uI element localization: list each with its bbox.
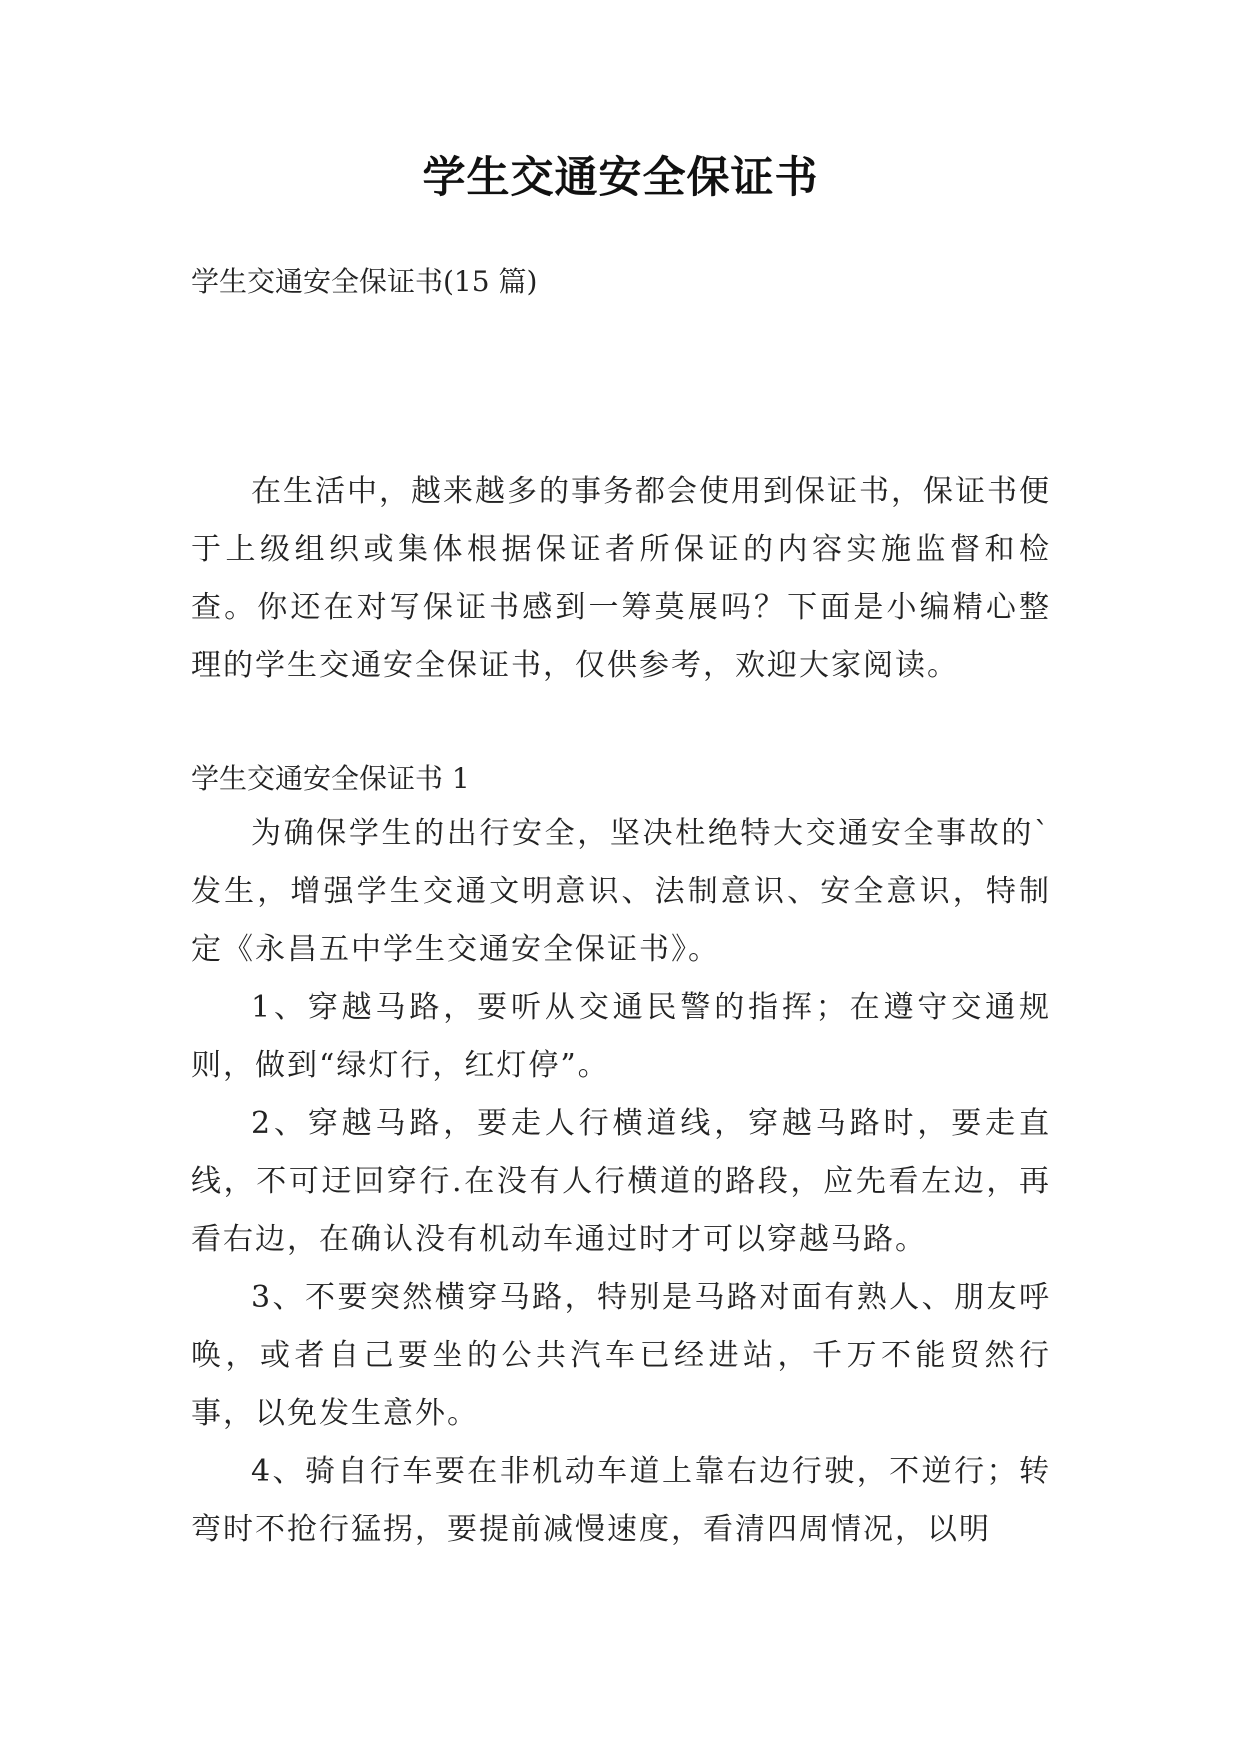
section-content bbox=[191, 805, 1051, 1559]
paragraph: 为确保学生的出行安全，坚决杜绝特大交通安全事故的`发生，增强学生交通文明意识、法制意识、安全意识，特制定《永昌五中学生交通安全保证书》。 bbox=[191, 816, 1051, 967]
paragraph: 2、穿越马路，要走人行横道线，穿越马路时，要走直线，不可迂回穿行.在没有人行横道的路段，应先看左边，再看右边，在确认没有机动车通过时才可以穿越马路。 bbox=[191, 1106, 1051, 1257]
intro-block bbox=[191, 463, 1051, 695]
document-title: 学生交通安全保证书 bbox=[422, 153, 819, 203]
paragraph: 4、骑自行车要在非机动车道上靠右边行驶，不逆行；转弯时不抢行猛拐，要提前减慢速度，看清四周情况，以明 bbox=[191, 1454, 1051, 1547]
paragraph: 3、不要突然横穿马路，特别是马路对面有熟人、朋友呼唤，或者自己要坐的公共汽车已经进站，千万不能贸然行事，以免发生意外。 bbox=[191, 1280, 1051, 1431]
intro-paragraph: 在生活中，越来越多的事务都会使用到保证书，保证书便于上级组织或集体根据保证者所保证的内容实施监督和检查。你还在对写保证书感到一筹莫展吗？下面是小编精心整理的学生交通安全保证书，仅供参考，欢迎大家阅读。 bbox=[191, 474, 1051, 683]
paragraph: 1、穿越马路，要听从交通民警的指挥；在遵守交通规则，做到“绿灯行，红灯停”。 bbox=[191, 990, 1051, 1083]
section-heading: 学生交通安全保证书 1 bbox=[191, 762, 470, 795]
document-subtitle: 学生交通安全保证书(15 篇) bbox=[191, 265, 538, 298]
